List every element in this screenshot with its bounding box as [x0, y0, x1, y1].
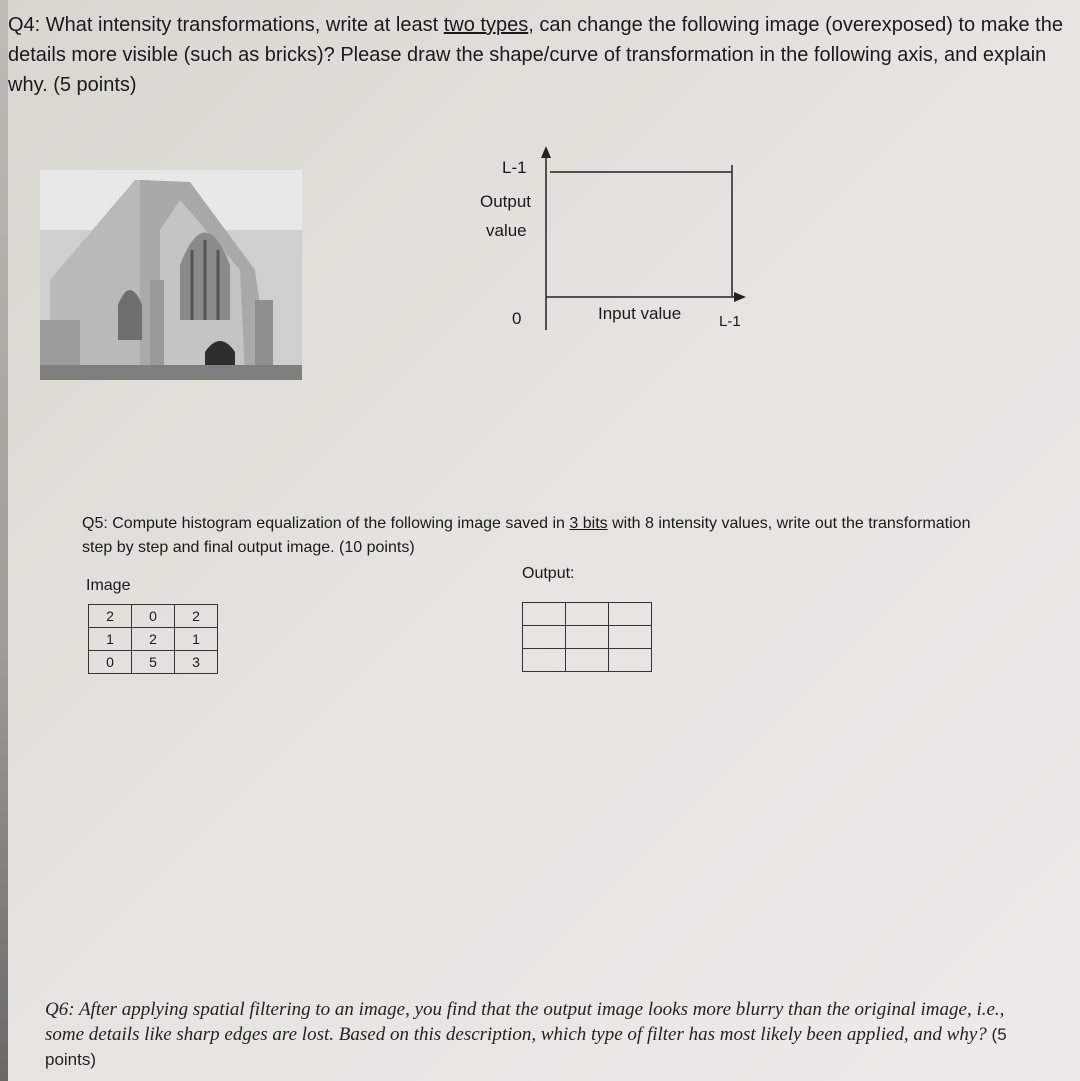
grid-cell: 0	[132, 605, 175, 628]
q5-question	[82, 512, 982, 560]
grid-cell: 2	[132, 628, 175, 651]
output-cell	[523, 603, 566, 626]
q5-output-grid	[522, 602, 652, 672]
grid-row	[89, 605, 218, 628]
output-cell	[609, 603, 652, 626]
q4-underline: two types	[443, 14, 529, 36]
grid-row	[89, 651, 218, 674]
grid-cell: 1	[175, 628, 218, 651]
q6-question	[45, 997, 1045, 1072]
q5-underline: 3 bits	[569, 515, 608, 532]
x-axis-end-label: L-1	[719, 313, 741, 330]
q5-output-label: Output:	[522, 565, 575, 582]
grid-row	[523, 649, 652, 672]
q6-points: (5 points)	[45, 1025, 1007, 1069]
q4-text-end: , can change the following image (overexposed) to make the details more visible (such as bricks)? Please draw the shape/curve of transformation in the following axis, and explain why. (5 points)	[8, 14, 1063, 96]
grid-cell: 0	[89, 651, 132, 674]
output-cell	[523, 649, 566, 672]
output-cell	[609, 649, 652, 672]
q5-text-start: Q5: Compute histogram equalization of the following image saved in	[82, 515, 570, 532]
q5-image-label: Image	[86, 577, 131, 594]
page-edge-shadow	[0, 0, 8, 1081]
y-axis-label-value: value	[486, 221, 527, 240]
output-cell	[566, 603, 609, 626]
output-cell	[566, 649, 609, 672]
q5-image-grid	[88, 604, 218, 674]
q6-text: Q6: After applying spatial filtering to an image, you find that the output image looks more blurry than the original image, i.e., some details like sharp edges are lost. Based on this description, which type of filter has most likely been applied, and why?	[45, 999, 1005, 1045]
grid-cell: 2	[89, 605, 132, 628]
y-axis-top-label: L-1	[502, 158, 527, 177]
x-axis-label: Input value	[598, 304, 682, 323]
q5-text-end: with 8 intensity values, write out the transformation step by step and final output image. (10 points)	[82, 515, 971, 556]
q4-text-start: Q4: What intensity transformations, write at least	[8, 14, 444, 36]
grid-row	[523, 626, 652, 649]
q4-question	[8, 10, 1073, 100]
output-cell	[523, 626, 566, 649]
grid-row	[523, 603, 652, 626]
y-axis-label-output: Output	[480, 192, 532, 211]
output-cell	[566, 626, 609, 649]
church-photo	[40, 170, 302, 380]
grid-cell: 2	[175, 605, 218, 628]
output-cell	[609, 626, 652, 649]
axis-origin-label: 0	[512, 309, 522, 328]
grid-cell: 3	[175, 651, 218, 674]
grid-row	[89, 628, 218, 651]
grid-cell: 1	[89, 628, 132, 651]
grid-cell: 5	[132, 651, 175, 674]
